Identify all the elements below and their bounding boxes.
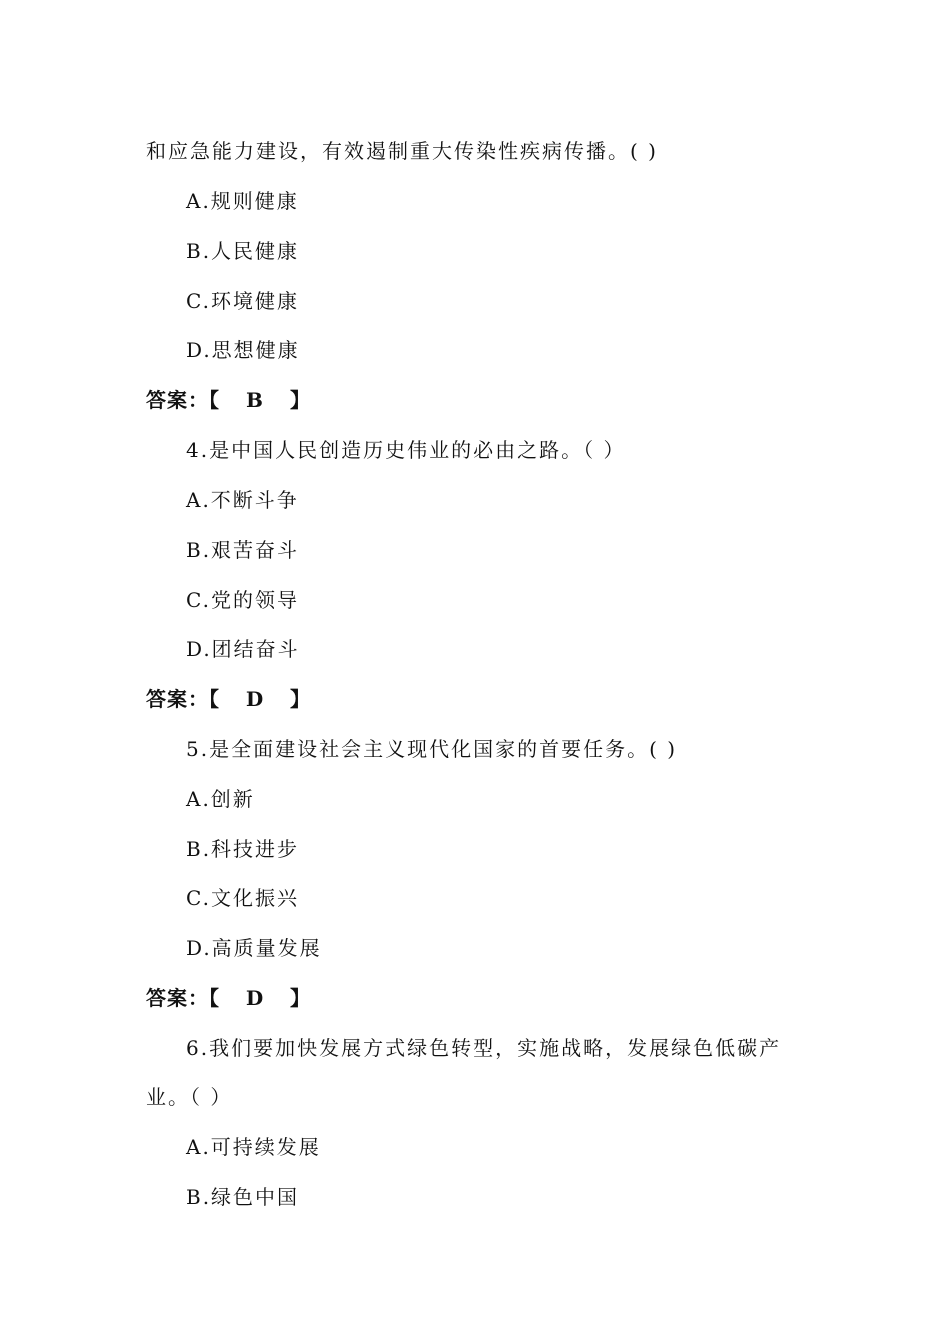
question-4-option-a: A.不断斗争 — [186, 488, 299, 512]
answer-value: D — [245, 687, 265, 711]
answer-bracket-open: 【 — [209, 388, 220, 412]
question-3-option-b: B.人民健康 — [186, 239, 300, 263]
question-3-stem-continuation: 和应急能力建设，有效遏制重大传染性疾病传播。( ) — [146, 139, 658, 163]
question-5-option-c: C.文化振兴 — [186, 886, 299, 910]
question-6-option-a: A.可持续发展 — [186, 1135, 321, 1159]
answer-bracket-close: 】 — [290, 986, 311, 1010]
question-6-stem-line-1: 6.我们要加快发展方式绿色转型，实施战略，发展绿色低碳产 — [186, 1036, 782, 1060]
question-5-stem: 5.是全面建设社会主义现代化国家的首要任务。( ) — [186, 737, 678, 761]
question-6-option-b: B.绿色中国 — [186, 1185, 300, 1209]
question-5-answer — [146, 986, 311, 1010]
answer-value: B — [246, 388, 264, 412]
answer-bracket-open: 【 — [209, 687, 220, 711]
question-4-option-c: C.党的领导 — [186, 588, 299, 612]
question-6-stem-line-2: 业。（ ） — [146, 1085, 233, 1109]
question-4-answer — [146, 687, 311, 711]
question-5-option-d: D.高质量发展 — [186, 936, 322, 960]
answer-bracket-close: 】 — [290, 687, 311, 711]
answer-label: 答案： — [146, 388, 209, 412]
question-3-option-a: A.规则健康 — [186, 189, 299, 213]
answer-label: 答案： — [146, 986, 209, 1010]
question-4-option-b: B.艰苦奋斗 — [186, 538, 300, 562]
question-3-option-c: C.环境健康 — [186, 289, 299, 313]
question-4-option-d: D.团结奋斗 — [186, 637, 300, 661]
question-5-option-b: B.科技进步 — [186, 837, 300, 861]
question-4-stem: 4.是中国人民创造历史伟业的必由之路。（ ） — [186, 438, 626, 462]
question-3-answer — [146, 388, 311, 412]
answer-label: 答案： — [146, 687, 209, 711]
question-5-option-a: A.创新 — [186, 787, 255, 811]
answer-bracket-close: 】 — [290, 388, 311, 412]
answer-bracket-open: 【 — [209, 986, 220, 1010]
answer-value: D — [245, 986, 265, 1010]
question-3-option-d: D.思想健康 — [186, 338, 300, 362]
